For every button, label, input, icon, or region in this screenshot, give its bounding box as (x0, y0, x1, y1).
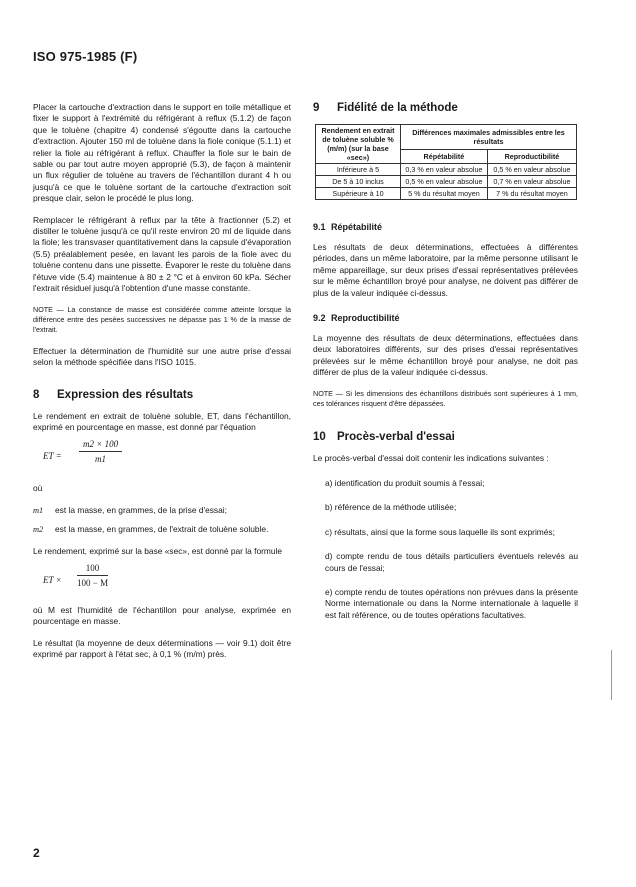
definition-m1: m1 est la masse, en grammes, de la prise d'essai; (33, 504, 227, 515)
list-item: e) compte rendu de toutes opérations non prévues dans la présente Norme internationale ou dans la Norme internationale à laquelle il est fait référence, ou de toutes opérations facultatives. (325, 586, 578, 620)
table-header-reproducibility: Reproductibilité (487, 149, 576, 163)
section-10-heading: 10 Procès-verbal d'essai (313, 431, 455, 444)
formula-dry-basis (43, 563, 291, 599)
formula-yield-lhs: ET = (43, 451, 62, 462)
list-item: c) résultats, ainsi que la forme sous laquelle ils sont exprimés; (325, 526, 555, 537)
section-8-heading: 8 Expression des résultats (33, 388, 194, 401)
left-column (33, 102, 291, 661)
table-header-differences: Différences maximales admissibles entre les résultats (401, 125, 577, 150)
table-row: De 5 à 10 inclus 0,5 % en valeur absolue 0,7 % en valeur absolue (316, 176, 577, 188)
section-9-2-heading: 9.2 Reproductibilité (313, 313, 400, 324)
formula-yield (43, 439, 291, 475)
page-number: 2 (33, 846, 40, 860)
scan-edge-mark (611, 650, 612, 700)
list-item: d) compte rendu de tous détails particuliers éventuels relevés au cours de l'essai; (325, 551, 578, 573)
section-9-heading: 9 Fidélité de la méthode (313, 102, 458, 114)
paragraph-report-intro: Le procès-verbal d'essai doit contenir les indications suivantes : (313, 453, 549, 464)
formula-dry-fraction: 100 100 − M (77, 562, 109, 588)
formula-dry-lhs: ET × (43, 574, 62, 585)
table-header-repeatability: Répétabilité (401, 149, 488, 163)
paragraph-humidity: Effectuer la détermination de l'humidité sur une autre prise d'essai selon la méthode spécifiée dans l'ISO 1015. (33, 345, 291, 368)
definition-m2: m2 est la masse, en grammes, de l'extrait de toluène soluble. (33, 524, 269, 535)
paragraph-reproducibility: La moyenne des résultats de deux déterminations, effectuées dans deux laboratoires différents, sur des prises d'essai représentatives prélevées sur le même échantillon broyé pour analyse, ne doit pas différer de plus de la valeur indiquée ci-dessus. (313, 333, 578, 378)
note-tolerances: NOTE — Si les dimensions des échantillons distribués sont supérieures à 1 mm, ces tolérances risquent d'être dépassées. (313, 388, 578, 409)
table-header-yield: Rendement en extrait de toluène soluble % (m/m) (sur la base «sec») (316, 125, 401, 164)
table-row: Supérieure à 10 5 % du résultat moyen 7 % du résultat moyen (316, 188, 577, 200)
table-row: Inférieure à 5 0,3 % en valeur absolue 0,5 % en valeur absolue (316, 164, 577, 176)
formula-yield-fraction: m2 × 100 m1 (79, 439, 122, 464)
paragraph-moisture: où M est l'humidité de l'échantillon pour analyse, exprimée en pourcentage en masse. (33, 604, 291, 627)
section-9-1-heading: 9.1 Répétabilité (313, 222, 383, 232)
right-column (313, 102, 578, 621)
list-item: a) identification du produit soumis à l'essai; (325, 477, 485, 488)
note-constant-mass: NOTE — La constance de masse est considérée comme atteinte lorsque la différence entre des pesées successives ne dépasse pas 1 % de la masse de l'extrait. (33, 304, 291, 335)
paragraph-extraction: Placer la cartouche d'extraction dans le support en toile métallique et fixer le support à l'extrémité du réfrigérant à reflux (5.1.2) de façon que le toluène (chapitre 4) condensé s'égoutte dans la cartouche d'extraction. Ajouter 150 ml de toluène dans la fiole conique (5.1.1) et relier la fiole au réfrigérant à reflux. Chauffer la fiole sur le bain de sable ou par tout autre moyen approprié (5.3), de façon à maintenir un flux régulier de toluène au travers de l'échantillon durant 4 h ou jusqu'à ce que le toluène sortant de la cartouche d'extraction soit presque clair, selon le procédé le plus long. (33, 102, 291, 204)
paragraph-repeatability: Les résultats de deux déterminations, effectuées à différentes périodes, dans un même laboratoire, par la même personne utilisant le même appareillage, sur deux prises d'essai représentatives prélevées sur le même échantillon broyé pour analyse, ne doivent pas différer de plus de la valeur indiquée ci-dessus. (313, 242, 578, 298)
precision-table (315, 124, 577, 200)
paragraph-result: Le résultat (la moyenne de deux déterminations — voir 9.1) doit être exprimé par rapport à l'état sec, à 0,1 % (m/m) près. (33, 637, 291, 660)
text-ou: où (33, 483, 43, 494)
paragraph-distillation: Remplacer le réfrigérant à reflux par la tête à fractionner (5.2) et distiller le toluène jusqu'à ce qu'il reste environ 20 ml de liquide dans la fiole; les transvaser quantitativement dans la capsule d'évaporation (5.5) préalablement pesée, en lavant les parois de la fiole avec du toluène contenu dans une pissette. Évaporer le reste du toluène dans l'étuve vide (5.4) maintenue à 80 ± 2 °C et à environ 60 kPa. Sécher l'extrait résiduel jusqu'à l'obtention d'une masse constante. (33, 214, 291, 294)
paragraph-dry-basis: Le rendement, exprimé sur la base «sec», est donné par la formule (33, 545, 283, 556)
document-header: ISO 975-1985 (F) (33, 49, 138, 64)
list-item: b) référence de la méthode utilisée; (325, 502, 457, 513)
paragraph-yield-definition: Le rendement en extrait de toluène soluble, ET, dans l'échantillon, exprimé en pourcentage en masse, est donné par l'équation (33, 410, 291, 432)
